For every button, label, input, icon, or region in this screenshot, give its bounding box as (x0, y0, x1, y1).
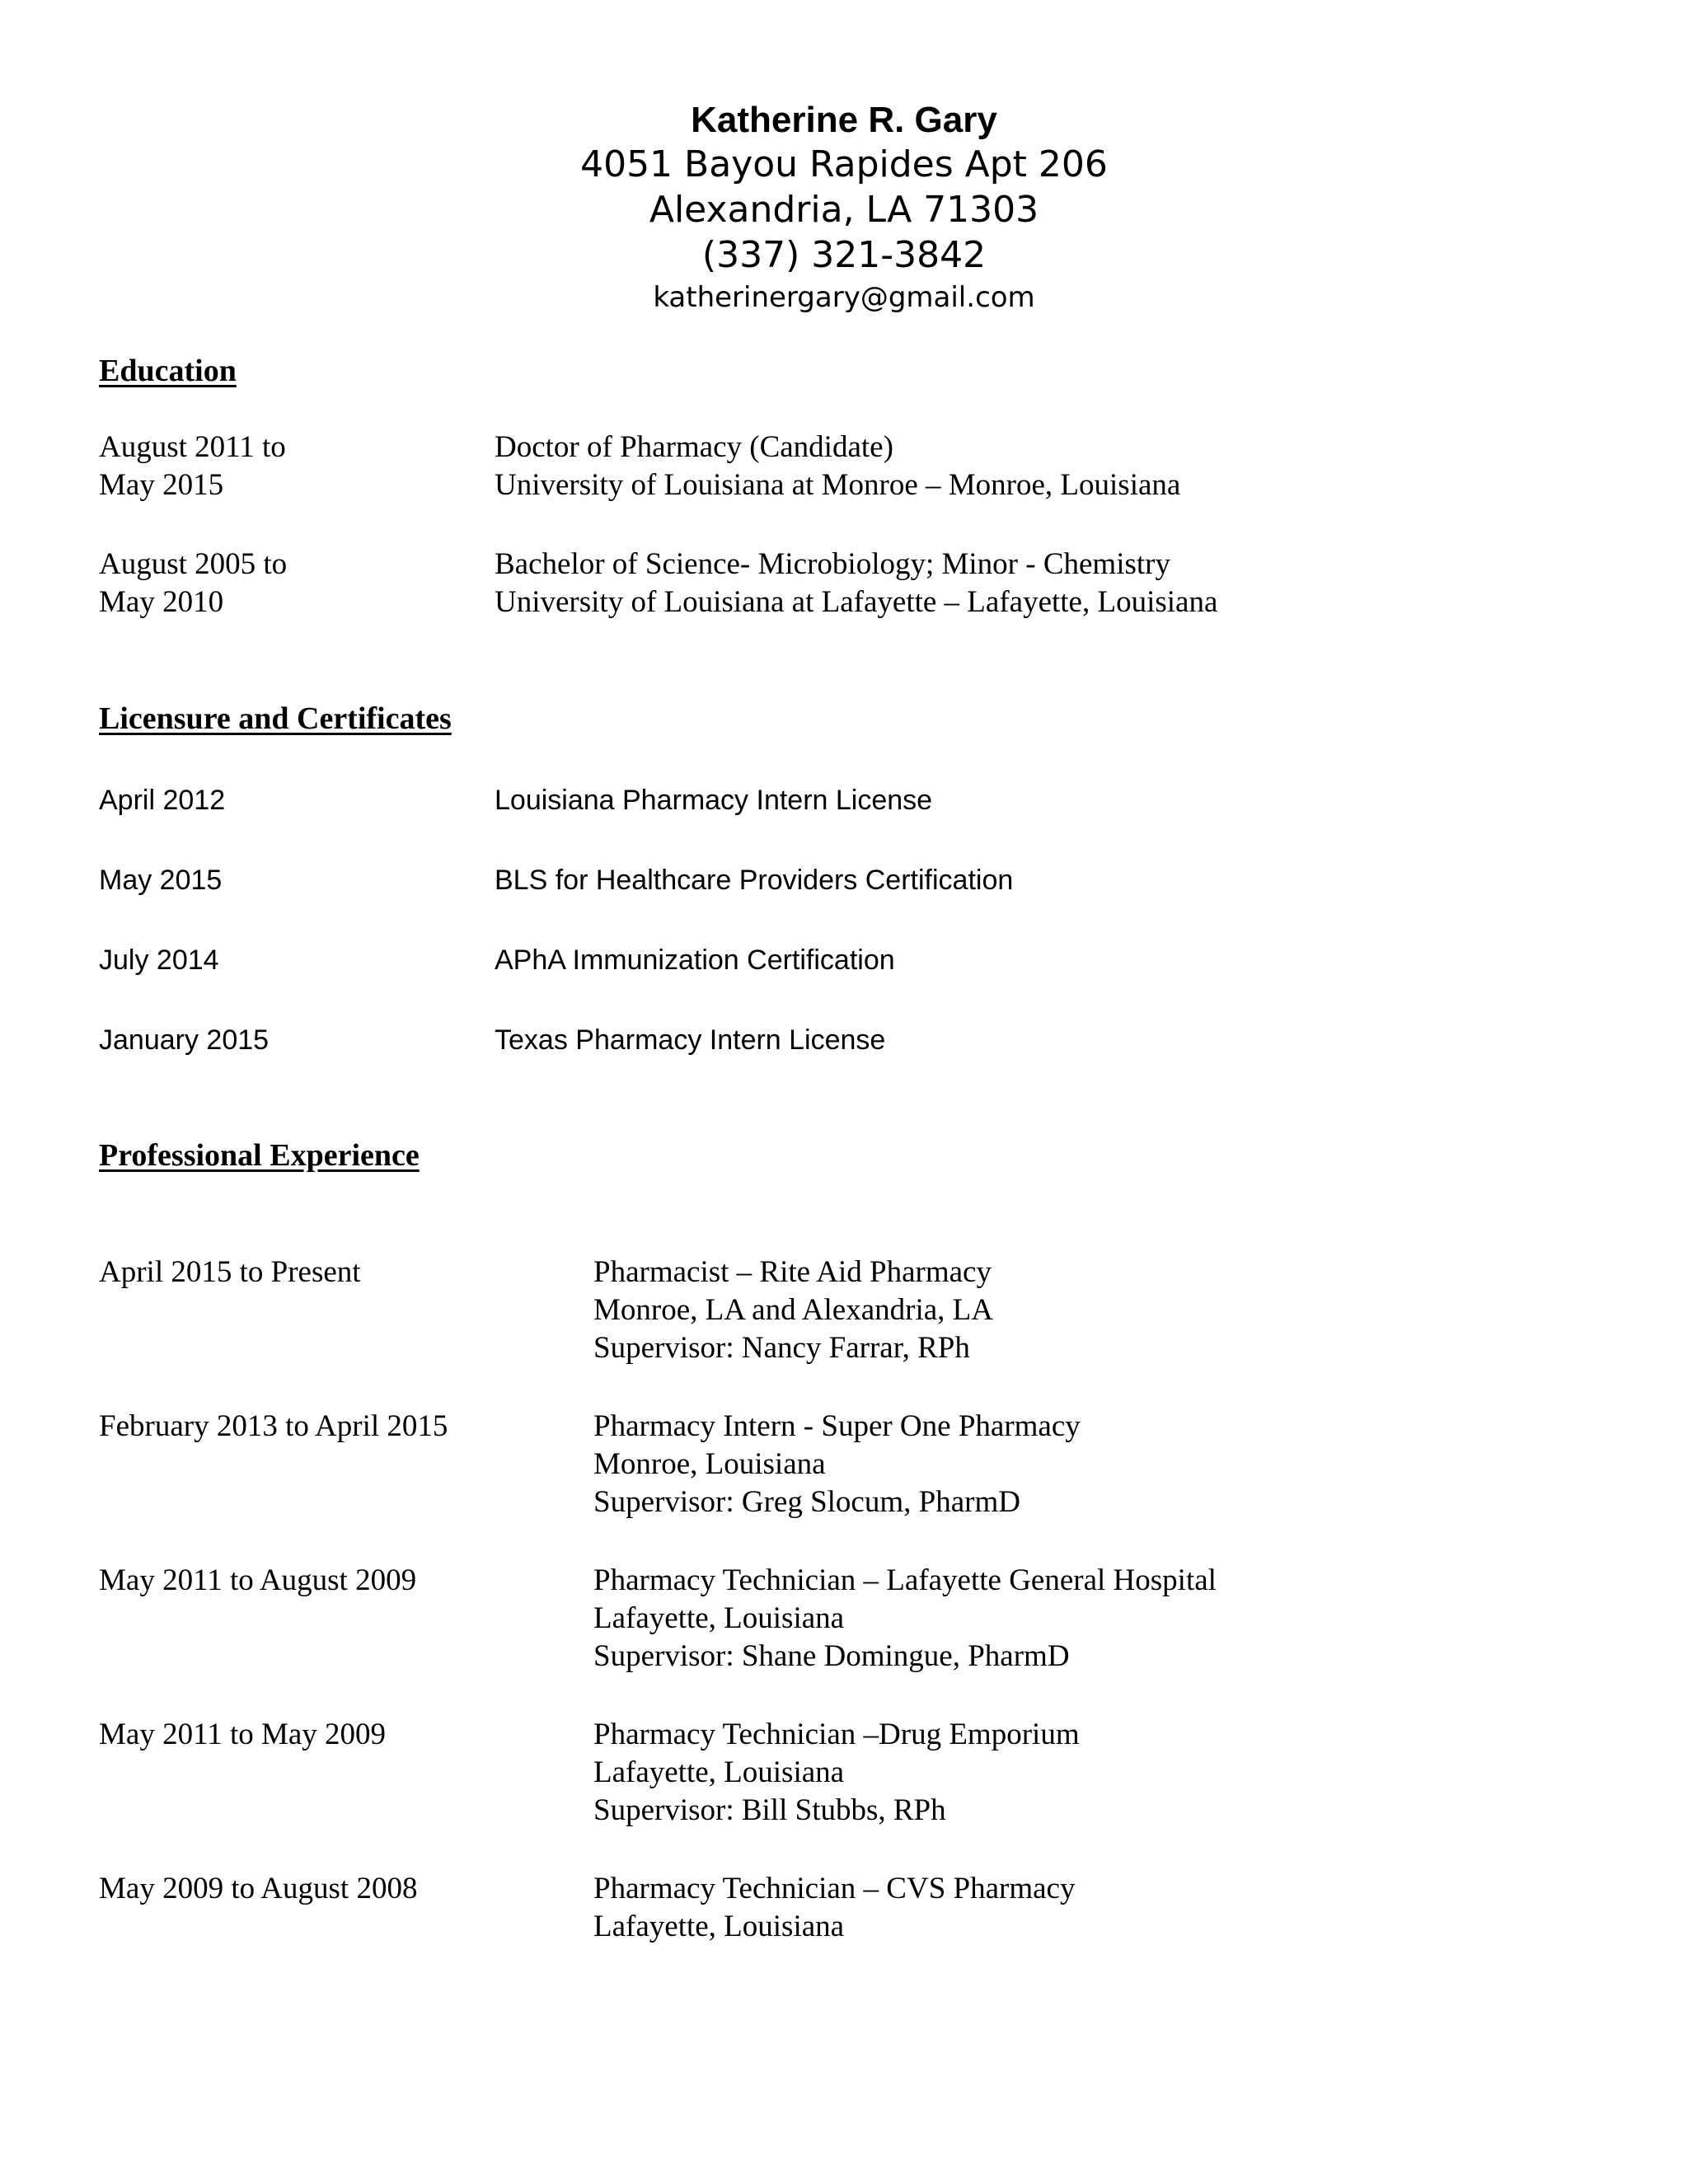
license-date: January 2015 (99, 1024, 270, 1056)
experience-supervisor: Supervisor: Greg Slocum, PharmD (593, 1485, 1020, 1519)
license-name: APhA Immunization Certification (495, 944, 895, 976)
experience-supervisor: Supervisor: Nancy Farrar, RPh (593, 1331, 970, 1365)
candidate-name: Katherine R. Gary (691, 100, 997, 140)
experience-details (593, 1716, 1080, 1830)
email-address: katherinergary@gmail.com (653, 281, 1035, 314)
education-date-start: August 2005 to (99, 547, 288, 581)
license-date: April 2012 (99, 785, 226, 816)
license-name: Texas Pharmacy Intern License (495, 1024, 886, 1056)
education-school: University of Louisiana at Lafayette – Lafayette, Louisiana (495, 585, 1218, 619)
education-heading: Education (99, 354, 237, 388)
education-details (495, 429, 1180, 504)
experience-dates: May 2011 to May 2009 (99, 1718, 387, 1751)
experience-dates: May 2011 to August 2009 (99, 1563, 417, 1597)
education-date-end: May 2015 (99, 468, 224, 502)
experience-location: Lafayette, Louisiana (593, 1601, 845, 1635)
education-dates (99, 429, 286, 504)
experience-position: Pharmacy Intern - Super One Pharmacy (593, 1409, 1081, 1443)
experience-details (593, 1408, 1081, 1521)
experience-location: Lafayette, Louisiana (593, 1755, 845, 1789)
phone-number: (337) 321-3842 (701, 234, 987, 276)
experience-details (593, 1562, 1217, 1675)
experience-dates: February 2013 to April 2015 (99, 1409, 448, 1443)
experience-supervisor: Supervisor: Shane Domingue, PharmD (593, 1639, 1070, 1673)
education-date-end: May 2010 (99, 585, 224, 619)
address-line-2: Alexandria, LA 71303 (649, 189, 1039, 231)
license-date: May 2015 (99, 865, 223, 896)
experience-details (593, 1254, 993, 1367)
experience-dates: April 2015 to Present (99, 1255, 361, 1289)
experience-position: Pharmacy Technician – Lafayette General Hospital (593, 1563, 1217, 1597)
experience-heading: Professional Experience (99, 1138, 420, 1173)
license-name: BLS for Healthcare Providers Certification (495, 865, 1014, 896)
experience-details (593, 1870, 1075, 1946)
experience-position: Pharmacy Technician –Drug Emporium (593, 1718, 1080, 1751)
education-dates (99, 546, 287, 621)
license-date: July 2014 (99, 944, 219, 976)
education-degree: Bachelor of Science- Microbiology; Minor - Chemistry (495, 547, 1170, 581)
experience-position: Pharmacist – Rite Aid Pharmacy (593, 1255, 992, 1289)
education-date-start: August 2011 to (99, 430, 286, 464)
education-details (495, 546, 1217, 621)
address-line-1: 4051 Bayou Rapides Apt 206 (580, 143, 1108, 185)
license-name: Louisiana Pharmacy Intern License (495, 785, 933, 816)
education-degree: Doctor of Pharmacy (Candidate) (495, 430, 893, 464)
experience-supervisor: Supervisor: Bill Stubbs, RPh (593, 1793, 946, 1827)
licensure-heading: Licensure and Certificates (99, 701, 452, 736)
experience-location: Lafayette, Louisiana (593, 1910, 845, 1943)
experience-location: Monroe, LA and Alexandria, LA (593, 1293, 993, 1327)
education-school: University of Louisiana at Monroe – Monroe, Louisiana (495, 468, 1181, 502)
experience-position: Pharmacy Technician – CVS Pharmacy (593, 1872, 1076, 1905)
experience-location: Monroe, Louisiana (593, 1447, 826, 1481)
experience-dates: May 2009 to August 2008 (99, 1872, 418, 1905)
